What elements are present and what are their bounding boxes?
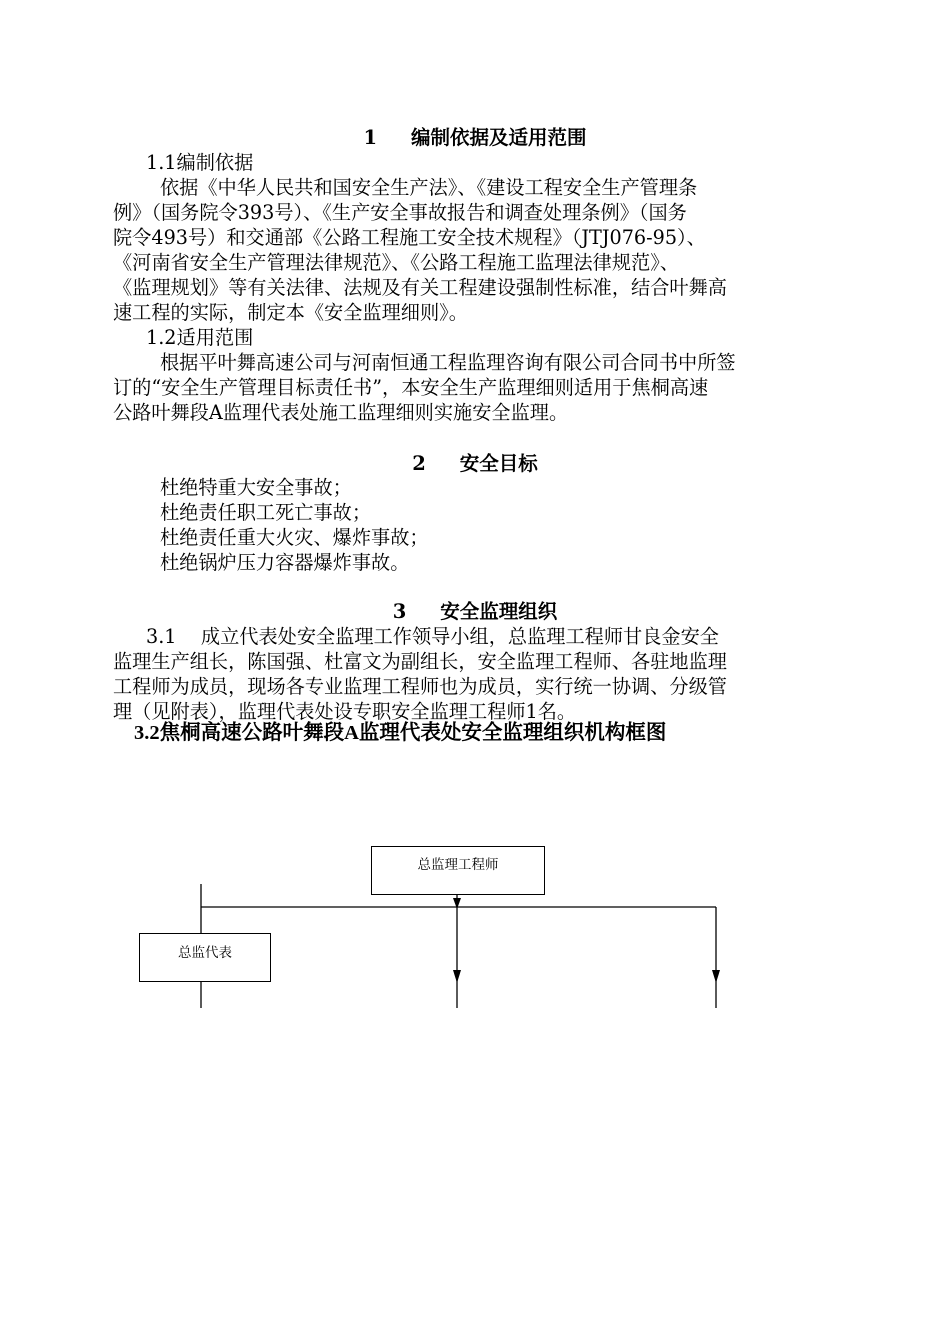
section-1-title: 编制依据及适用范围 [411,126,587,149]
subsection-1-1-title: 1.1编制依据 [146,151,254,174]
paragraph-line: 速工程的实际，制定本《安全监理细则》。 [113,301,468,324]
list-item: 杜绝责任职工死亡事故； [160,501,372,524]
arrow-icon [712,970,720,983]
org-box-label: 总监代表 [178,945,232,961]
section-3-title: 安全监理组织 [440,600,558,623]
paragraph-line: 依据《中华人民共和国安全生产法》、《建设工程安全生产管理条 [160,176,698,199]
paragraph-line: 院令493号）和交通部《公路工程施工安全技术规程》（JTJ076-95）、 [113,226,706,249]
org-box-chief-engineer [371,846,545,895]
section-2-number: 2 [412,452,426,475]
section-1-number: 1 [363,126,378,149]
paragraph-line: 订的“安全生产管理目标责任书”，本安全生产监理细则适用于焦桐高速 [113,376,709,399]
paragraph-line: 3.1 成立代表处安全监理工作领导小组，总监理工程师甘良金安全 [146,625,719,648]
section-3-number: 3 [392,600,407,623]
paragraph-line: 理（见附表），监理代表处设专职安全监理工程师1名。 [113,700,577,723]
paragraph-line: 监理生产组长，陈国强、杜富文为副组长，安全监理工程师、各驻地监理 [113,650,727,673]
paragraph-line: 公路叶舞段A监理代表处施工监理细则实施安全监理。 [113,401,569,424]
list-item: 杜绝特重大安全事故； [160,476,352,499]
paragraph-line: 工程师为成员，现场各专业监理工程师也为成员，实行统一协调、分级管 [113,675,727,698]
subsection-3-2-title: 3.2焦桐高速公路叶舞段A监理代表处安全监理组织机构框图 [134,722,667,744]
paragraph-line: 例》（国务院令393号）、《生产安全事故报告和调查处理条例》（国务 [113,201,687,224]
paragraph-line: 《监理规划》等有关法律、法规及有关工程建设强制性标准，结合叶舞高 [113,276,727,299]
arrow-icon [453,970,461,983]
paragraph-line: 《河南省安全生产管理法律规范》、《公路工程施工监理法律规范》、 [113,251,680,274]
paragraph-line: 根据平叶舞高速公司与河南恒通工程监理咨询有限公司合同书中所签 [160,351,736,374]
section-2-title: 安全目标 [459,452,538,475]
list-item: 杜绝锅炉压力容器爆炸事故。 [160,551,410,574]
subsection-1-2-title: 1.2适用范围 [146,326,254,349]
org-box-label: 总监理工程师 [417,857,499,873]
org-box-deputy [139,933,271,982]
list-item: 杜绝责任重大火灾、爆炸事故； [160,526,429,549]
